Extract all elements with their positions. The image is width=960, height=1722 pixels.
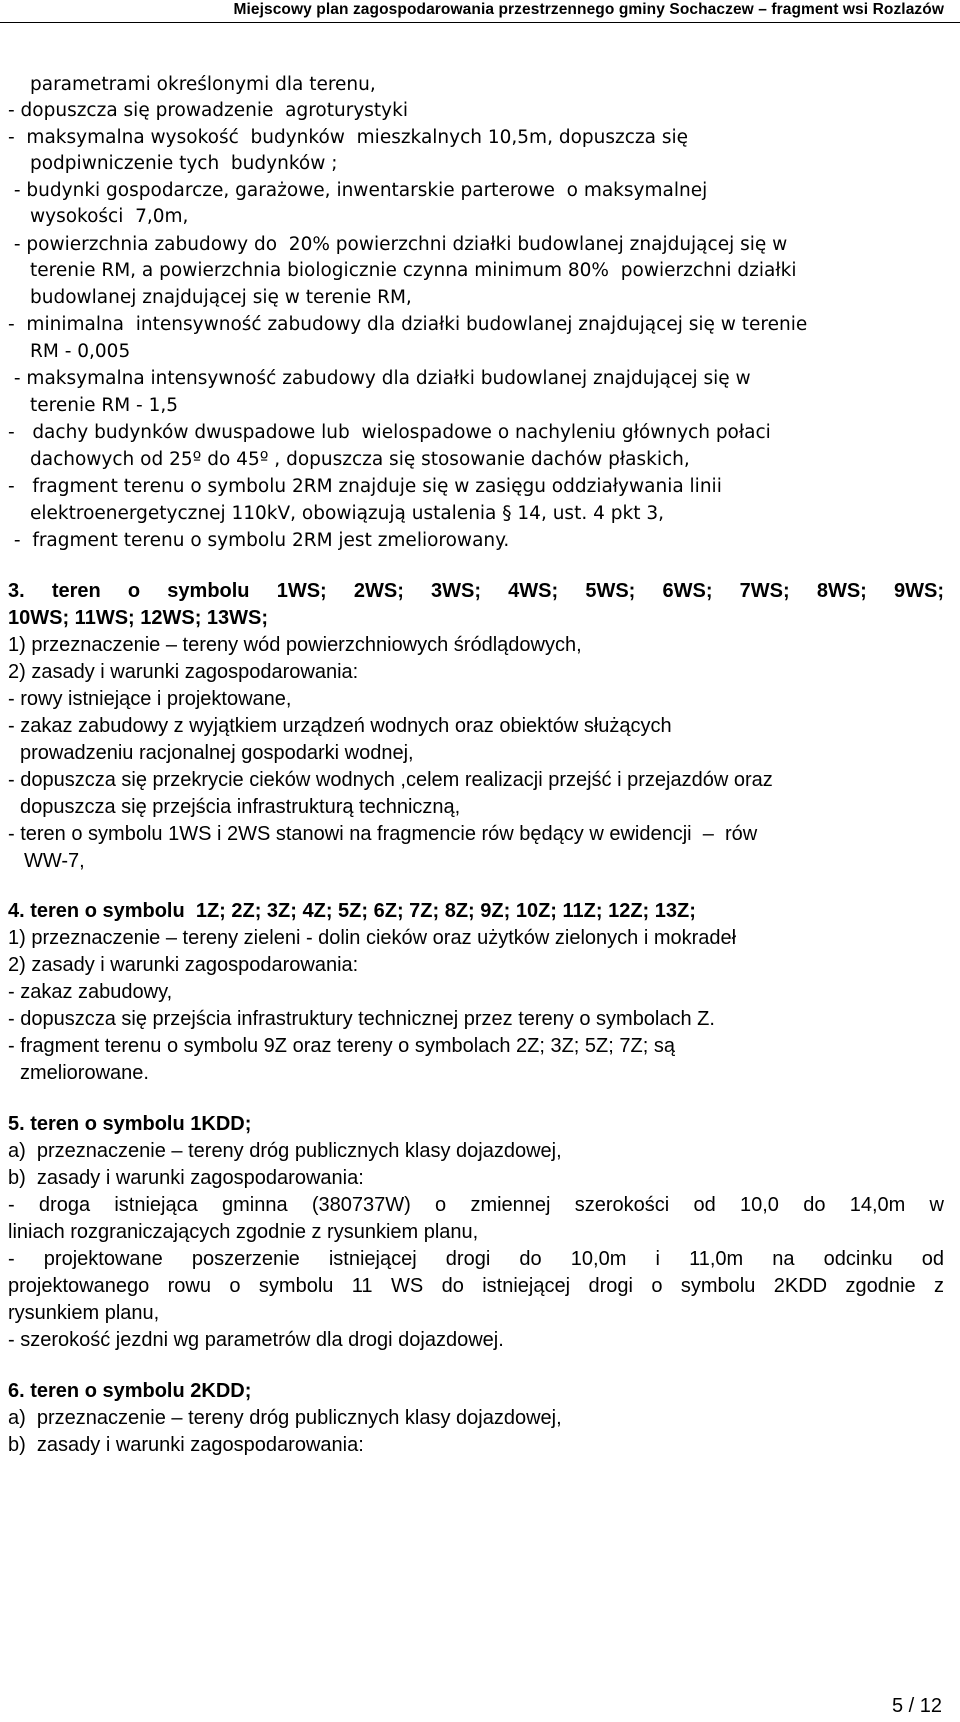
text-line: - maksymalna wysokość budynków mieszkalnych 10,5m, dopuszcza się [8,127,688,148]
text-line: dopuszcza się przejścia infrastrukturą techniczną, [20,796,461,818]
text-line: elektroenergetycznej 110kV, obowiązują ustalenia § 14, ust. 4 pkt 3, [30,503,664,524]
text-line: - dachy budynków dwuspadowe lub wielospadowe o nachyleniu głównych połaci [8,422,771,443]
text-line: - dopuszcza się przejścia infrastruktury technicznej przez tereny o symbolach Z. [8,1008,715,1030]
section-heading: 6. teren o symbolu 2KDD; [8,1380,252,1402]
text-line: - dopuszcza się prowadzenie agroturystyki [8,100,408,121]
text-line: 1) przeznaczenie – tereny wód powierzchniowych śródlądowych, [8,634,582,656]
text-line: - fragment terenu o symbolu 2RM jest zmeliorowany. [8,530,510,551]
section-heading: 4. teren o symbolu 1Z; 2Z; 3Z; 4Z; 5Z; 6Z; 7Z; 8Z; 9Z; 10Z; 11Z; 12Z; 13Z; [8,900,696,922]
text-line: liniach rozgraniczających zgodnie z rysunkiem planu, [8,1221,479,1243]
text-line: - fragment terenu o symbolu 9Z oraz tereny o symbolach 2Z; 3Z; 5Z; 7Z; są [8,1035,675,1057]
text-line: - rowy istniejące i projektowane, [8,688,292,710]
header-title: Miejscowy plan zagospodarowania przestrzennego gminy Sochaczew – fragment wsi Rozlazów [233,1,944,18]
text-line: 2) zasady i warunki zagospodarowania: [8,661,359,683]
section-heading: 5. teren o symbolu 1KDD; [8,1113,252,1135]
text-line: 2) zasady i warunki zagospodarowania: [8,954,359,976]
text-line: a) przeznaczenie – tereny dróg publicznych klasy dojazdowej, [8,1140,562,1162]
text-line: - powierzchnia zabudowy do 20% powierzchni działki budowlanej znajdującej się w [8,234,788,255]
text-line: projektowanego rowu o symbolu 11 WS do istniejącej drogi o symbolu 2KDD zgodnie z [8,1275,944,1297]
section-heading: 3. teren o symbolu 1WS; 2WS; 3WS; 4WS; 5WS; 6WS; 7WS; 8WS; 9WS; [8,580,944,602]
text-line: b) zasady i warunki zagospodarowania: [8,1434,364,1456]
text-line: RM - 0,005 [30,341,131,362]
text-line: - budynki gospodarcze, garażowe, inwentarskie parterowe o maksymalnej [8,180,708,201]
page-number: 5 / 12 [891,1695,942,1717]
text-line: - teren o symbolu 1WS i 2WS stanowi na fragmencie rów będący w ewidencji – rów [8,823,758,845]
text-line: budowlanej znajdującej się w terenie RM, [30,287,412,308]
text-line: prowadzeniu racjonalnej gospodarki wodnej, [20,742,414,764]
text-line: 1) przeznaczenie – tereny zieleni - dolin cieków oraz użytków zielonych i mokradeł [8,927,737,949]
text-line: - maksymalna intensywność zabudowy dla działki budowlanej znajdującej się w [8,368,751,389]
text-line: terenie RM, a powierzchnia biologicznie czynna minimum 80% powierzchni działki [30,260,797,281]
text-line: - minimalna intensywność zabudowy dla działki budowlanej znajdującej się w terenie [8,314,808,335]
text-line: dachowych od 25º do 45º , dopuszcza się stosowanie dachów płaskich, [30,449,690,470]
section-heading-cont: 10WS; 11WS; 12WS; 13WS; [8,607,269,629]
text-line: wysokości 7,0m, [30,206,189,227]
text-line: - projektowane poszerzenie istniejącej drogi do 10,0m i 11,0m na odcinku od [8,1248,944,1270]
text-line: WW-7, [24,850,85,872]
text-line: b) zasady i warunki zagospodarowania: [8,1167,364,1189]
text-line: - zakaz zabudowy z wyjątkiem urządzeń wodnych oraz obiektów służących [8,715,672,737]
text-line: - dopuszcza się przekrycie cieków wodnych ,celem realizacji przejść i przejazdów oraz [8,769,773,791]
text-line: - zakaz zabudowy, [8,981,173,1003]
text-line: zmeliorowane. [20,1062,149,1084]
running-header [0,0,960,23]
text-line: - fragment terenu o symbolu 2RM znajduje się w zasięgu oddziaływania linii [8,476,722,497]
text-line: terenie RM - 1,5 [30,395,179,416]
text-line: podpiwniczenie tych budynków ; [30,153,338,174]
text-line: rysunkiem planu, [8,1302,160,1324]
text-line: a) przeznaczenie – tereny dróg publicznych klasy dojazdowej, [8,1407,562,1429]
text-line: parametrami określonymi dla terenu, [30,74,376,95]
text-line: - szerokość jezdni wg parametrów dla drogi dojazdowej. [8,1329,504,1351]
text-line: - droga istniejąca gminna (380737W) o zmiennej szerokości od 10,0 do 14,0m w [8,1194,944,1216]
